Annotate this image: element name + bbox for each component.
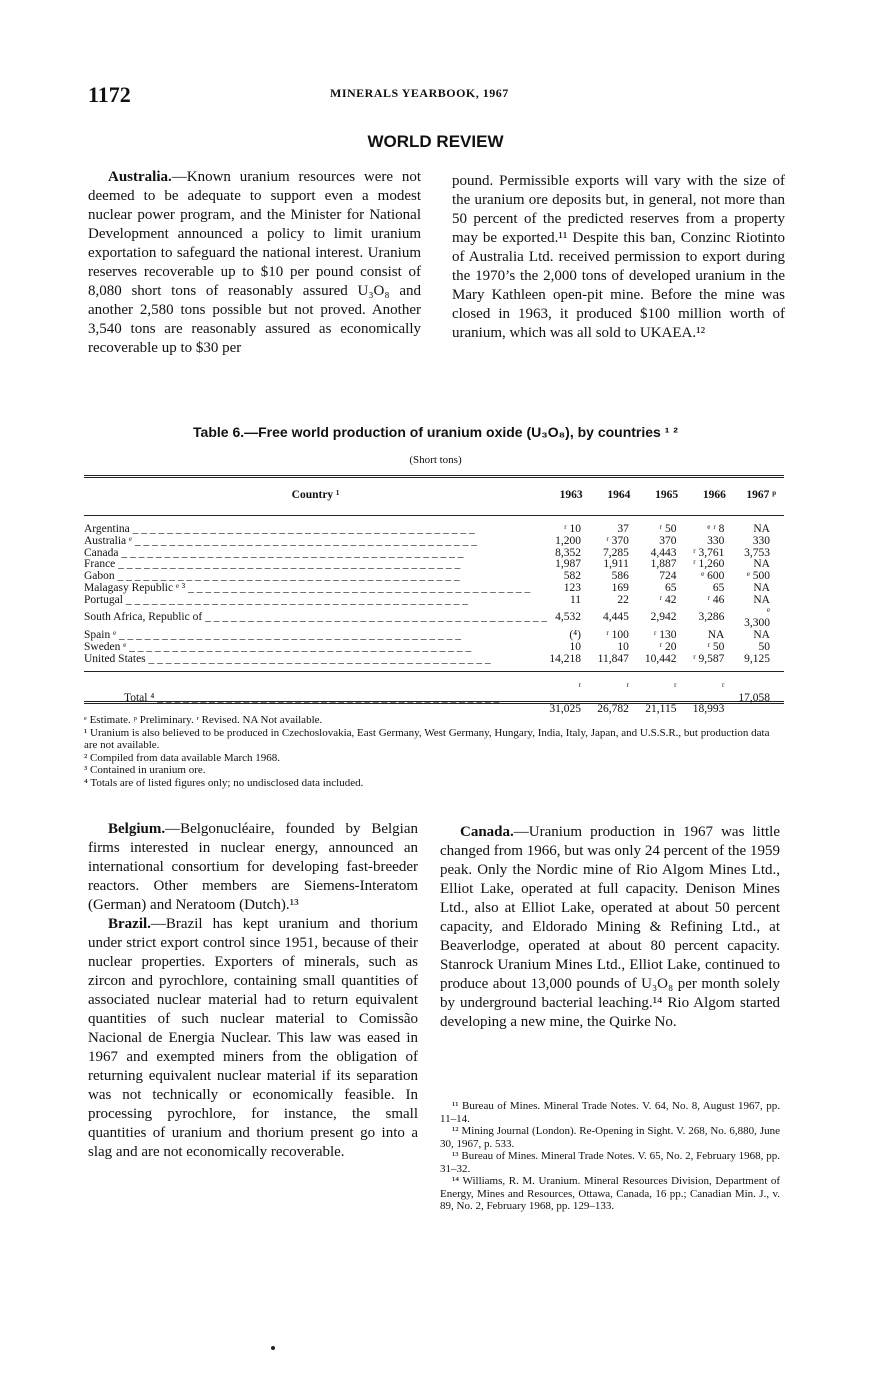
country-label: Spain ᵉ	[84, 630, 117, 642]
value-cell: 123	[563, 581, 582, 594]
value-cell: 1,200	[555, 534, 582, 547]
column-header: 1965	[655, 489, 679, 501]
value-cell: 10	[569, 640, 582, 653]
table-row	[84, 559, 784, 571]
table-row	[84, 524, 784, 536]
value-cell: NA	[753, 523, 770, 535]
table-row	[84, 642, 784, 654]
value-cell: ʳ 50	[659, 523, 677, 535]
value-cell: 4,443	[650, 546, 677, 559]
country-cell	[84, 642, 547, 654]
value-cell: 1,887	[650, 558, 677, 571]
table-row	[84, 548, 784, 560]
table-row	[84, 583, 784, 595]
dot-leader: _ _ _ _ _ _ _ _ _ _ _ _ _ _ _ _ _ _ _ _ _ _ _ _ _ _ _ _ _ _ _ _ _ _ _ _ _ _ _ _	[131, 535, 477, 547]
dot-leader: _ _ _ _ _ _ _ _ _ _ _ _ _ _ _ _ _ _ _ _ _ _ _ _ _ _ _ _ _ _ _ _ _ _ _ _ _ _ _ _	[185, 582, 531, 594]
value-cell: ᵉ 600	[701, 570, 725, 583]
australia-paragraph-left	[88, 168, 421, 358]
running-head: MINERALS YEARBOOK, 1967	[330, 86, 509, 100]
value-cell: 2,942	[650, 611, 677, 624]
table-header-row	[84, 476, 784, 514]
country-label: France	[84, 559, 116, 571]
value-cell: 22	[617, 593, 629, 606]
value-cell: ʳ 31,025	[549, 680, 582, 715]
table-subtitle: (Short tons)	[409, 454, 462, 466]
australia-heading: Australia.	[108, 169, 172, 185]
value-cell: 14,218	[549, 652, 582, 665]
value-cell: 330	[707, 534, 725, 547]
value-cell: 330	[752, 534, 770, 547]
country-label: Argentina	[84, 524, 130, 535]
country-label: Portugal	[84, 594, 123, 606]
table-note: ² Compiled from data available March 1968.	[84, 751, 281, 764]
table-row	[84, 607, 784, 631]
value-cell: ʳ 10	[564, 523, 582, 535]
footnote: ¹¹ Bureau of Mines. Mineral Trade Notes. V. 64, No. 8, August 1967, pp. 11–14.	[440, 1100, 780, 1125]
value-cell: ʳ 1,260	[693, 558, 725, 571]
value-cell: 11	[569, 593, 582, 606]
page-mark	[271, 1346, 275, 1350]
dot-leader: _ _ _ _ _ _ _ _ _ _ _ _ _ _ _ _ _ _ _ _ _ _ _ _ _ _ _ _ _ _ _ _ _ _ _ _ _ _ _ _	[154, 691, 500, 704]
value-cell: NA	[753, 593, 770, 606]
value-cell: 7,285	[602, 546, 629, 559]
country-cell	[84, 654, 547, 666]
value-cell: NA	[707, 629, 725, 642]
country-cell	[84, 595, 547, 607]
table-note: ³ Contained in uranium ore.	[84, 764, 206, 776]
country-label: Gabon	[84, 571, 115, 583]
value-cell: ʳ 130	[653, 629, 677, 642]
table-note: ⁴ Totals are of listed figures only; no undisclosed data included.	[84, 776, 364, 789]
country-label: Canada	[84, 547, 119, 559]
country-cell	[84, 630, 547, 642]
dot-leader: _ _ _ _ _ _ _ _ _ _ _ _ _ _ _ _ _ _ _ _ _ _ _ _ _ _ _ _ _ _ _ _ _ _ _ _ _ _ _ _	[202, 611, 548, 624]
column-header: 1966	[702, 489, 726, 501]
country-cell	[84, 536, 547, 548]
table-row	[84, 571, 784, 583]
dot-leader: _ _ _ _ _ _ _ _ _ _ _ _ _ _ _ _ _ _ _ _ _ _ _ _ _ _ _ _ _ _ _ _ _ _ _ _ _ _ _ _	[114, 571, 460, 583]
country-cell	[84, 571, 547, 583]
country-cell	[84, 548, 547, 560]
value-cell: ᵉ 3,300	[744, 605, 770, 630]
value-cell: 4,532	[555, 611, 582, 624]
australia-paragraph-right	[452, 172, 785, 343]
dot-leader: _ _ _ _ _ _ _ _ _ _ _ _ _ _ _ _ _ _ _ _ _ _ _ _ _ _ _ _ _ _ _ _ _ _ _ _ _ _ _ _	[115, 559, 461, 571]
value-cell: 37	[617, 523, 629, 535]
table-row	[84, 654, 784, 666]
value-cell: ʳ 3,761	[693, 546, 725, 559]
dot-leader: _ _ _ _ _ _ _ _ _ _ _ _ _ _ _ _ _ _ _ _ _ _ _ _ _ _ _ _ _ _ _ _ _ _ _ _ _ _ _ _	[122, 594, 468, 606]
table-row	[84, 536, 784, 548]
table-note: ᵉ Estimate. ᵖ Preliminary. ʳ Revised. NA Not available.	[84, 714, 323, 726]
production-table	[84, 476, 784, 720]
dot-leader: _ _ _ _ _ _ _ _ _ _ _ _ _ _ _ _ _ _ _ _ _ _ _ _ _ _ _ _ _ _ _ _ _ _ _ _ _ _ _ _	[126, 641, 472, 653]
value-cell: ᵉ ʳ 8	[707, 523, 725, 535]
left-column-lower	[88, 820, 418, 1162]
country-cell	[84, 524, 547, 536]
country-cell	[84, 559, 547, 571]
section-title: WORLD REVIEW	[367, 132, 504, 151]
page-number: 1172	[88, 82, 131, 107]
table-row	[84, 595, 784, 607]
value-cell: 8,352	[555, 546, 582, 559]
value-cell: 370	[659, 534, 677, 547]
country-label: Malagasy Republic ᵉ ³	[84, 582, 186, 594]
table-notes	[84, 714, 784, 789]
column-header: 1963	[559, 489, 583, 501]
value-cell: ʳ 20	[659, 640, 677, 653]
canada-heading: Canada.	[460, 824, 514, 840]
value-cell: 50	[758, 640, 770, 653]
value-cell: NA	[753, 629, 770, 642]
value-cell: ʳ 26,782	[597, 680, 629, 715]
value-cell: ʳ 50	[707, 640, 725, 653]
canada-text: —Uranium production in 1967 was little changed from 1966, but was only 24 percent of the 1959 peak. Only the Nordic mine of Rio Algom Mines Ltd., Elliot Lake, operated at full capacity. Denison Mines Ltd., also at Elliot Lake, operated at about 50 percent capacity, and Eldorado Mining & Refining Ltd., at Beaverlodge, operated at about 80 percent capacity. Stanrock Uranium Mines Ltd., Elliot Lake, continued to produce about 13,000 pounds of U₃O₈ per month solely by underground bacterial leaching.¹⁴ Rio Algom started developing a new mine, the Quirke No.	[440, 824, 780, 1030]
table-total-row	[84, 676, 784, 720]
column-header: 1967 ᵖ	[746, 489, 776, 501]
table-title: Table 6.—Free world production of uranium oxide (U₃O₈), by countries ¹ ²	[193, 424, 678, 440]
country-label: Australia ᵉ	[84, 535, 132, 547]
footnote: ¹³ Bureau of Mines. Mineral Trade Notes. V. 65, No. 2, February 1968, pp. 31–32.	[440, 1150, 780, 1175]
value-cell: ʳ 100	[606, 629, 629, 642]
value-cell: ʳ 18,993	[692, 680, 725, 715]
value-cell: ʳ 21,115	[645, 680, 677, 715]
country-label: United States	[84, 653, 146, 665]
right-column-lower	[440, 823, 780, 1032]
brazil-text: —Brazil has kept uranium and thorium under strict export control since 1951, because of their nuclear properties. Exporters of minerals, such as zircon and pyrochlore, containing small quantities of associated nuclear material had to return equivalent quantities of such nuclear material to Comissão Nacional de Energia Nuclear. This law was eased in 1967 and exempted miners from the obligation of returning equivalent nuclear material if its separation was not technically or economically feasible. In processing pyrochlore, for instance, the small quantities of uranium and thorium present go into a slag and are not economically recoverable.	[88, 916, 418, 1160]
table-note: ¹ Uranium is also believed to be produced in Czechoslovakia, East Germany, West Germany, Hungary, India, Italy, Japan, and U.S.S.R., but production data are not available.	[84, 726, 770, 751]
value-cell: 1,987	[555, 558, 582, 571]
dot-leader: _ _ _ _ _ _ _ _ _ _ _ _ _ _ _ _ _ _ _ _ _ _ _ _ _ _ _ _ _ _ _ _ _ _ _ _ _ _ _ _	[118, 547, 464, 559]
value-cell: ᵉ 500	[746, 570, 770, 583]
value-cell: 724	[659, 570, 677, 583]
dot-leader: _ _ _ _ _ _ _ _ _ _ _ _ _ _ _ _ _ _ _ _ _ _ _ _ _ _ _ _ _ _ _ _ _ _ _ _ _ _ _ _	[129, 524, 475, 535]
value-cell: 9,125	[744, 652, 770, 665]
column-header: 1964	[607, 489, 631, 501]
value-cell: (⁴)	[569, 629, 582, 642]
value-cell: 65	[665, 581, 677, 594]
footnotes	[440, 1100, 780, 1213]
table-row	[84, 630, 784, 642]
value-cell: 4,445	[602, 611, 629, 624]
value-cell: 586	[611, 570, 629, 583]
belgium-text: —Belgonucléaire, founded by Belgian firms interested in nuclear energy, announced an international consortium for developing fast-breeder reactors. Other members are Siemens-Interatom (German) and Neratoom (Dutch).¹³	[88, 821, 418, 913]
country-cell	[84, 676, 547, 720]
value-cell: ʳ 370	[606, 534, 629, 547]
value-cell: NA	[753, 558, 770, 571]
belgium-heading: Belgium.	[108, 821, 166, 837]
value-cell: 10	[617, 640, 629, 653]
value-cell: NA	[753, 581, 770, 594]
country-label: Sweden ᵉ	[84, 641, 127, 653]
country-label: Total ⁴	[124, 691, 155, 704]
footnote: ¹⁴ Williams, R. M. Uranium. Mineral Resources Division, Department of Energy, Mines and Resources, Ottawa, Canada, 16 pp.; Canadian Min. J., v. 89, No. 2, February 1968, pp. 129–133.	[440, 1175, 780, 1212]
column-header: Country ¹	[291, 489, 340, 501]
value-cell: ʳ 46	[707, 593, 725, 606]
dot-leader: _ _ _ _ _ _ _ _ _ _ _ _ _ _ _ _ _ _ _ _ _ _ _ _ _ _ _ _ _ _ _ _ _ _ _ _ _ _ _ _	[145, 653, 491, 665]
value-cell: 65	[712, 581, 725, 594]
australia-text-right: pound. Permissible exports will vary with the size of the uranium ore deposits but, in general, not more than 50 percent of the predicted reserves from a property may be exported.¹¹ Despite this ban, Conzinc Riotinto of Australia Ltd. received permission to export during the 1970’s the 2,000 tons of developed uranium in the Mary Kathleen open-pit mine. Before the mine was closed in 1963, it produced $100 million worth of uranium, which was all sold to UKAEA.¹²	[452, 173, 785, 341]
value-cell: 3,286	[698, 611, 725, 624]
dot-leader: _ _ _ _ _ _ _ _ _ _ _ _ _ _ _ _ _ _ _ _ _ _ _ _ _ _ _ _ _ _ _ _ _ _ _ _ _ _ _ _	[116, 630, 462, 642]
value-cell: 11,847	[597, 652, 629, 665]
value-cell: 3,753	[744, 546, 770, 559]
value-cell: 169	[611, 581, 629, 594]
country-cell	[84, 607, 547, 631]
value-cell: 10,442	[644, 652, 677, 665]
australia-text-left: —Known uranium resources were not deemed to be adequate to support even a modest nuclear power program, and the Minister for National Development announced a policy to limit uranium exportation to safeguard the national interest. Uranium reserves recoverable up to $10 per pound consist of 8,080 short tons of reasonably assured U₃O₈ and another 2,580 tons possible but not proved. Another 3,540 tons are reasonably assured as economically recoverable up to $30 per	[88, 169, 421, 356]
country-label: South Africa, Republic of	[84, 611, 203, 624]
brazil-heading: Brazil.	[108, 916, 151, 932]
value-cell: 17,058	[738, 691, 770, 704]
value-cell: 582	[563, 570, 582, 583]
value-cell: 1,911	[603, 558, 629, 571]
value-cell: ʳ 42	[659, 593, 677, 606]
value-cell: ʳ 9,587	[693, 652, 725, 665]
footnote: ¹² Mining Journal (London). Re-Opening in Sight. V. 268, No. 6,880, June 30, 1967, p. 533.	[440, 1125, 780, 1150]
country-cell	[84, 583, 547, 595]
